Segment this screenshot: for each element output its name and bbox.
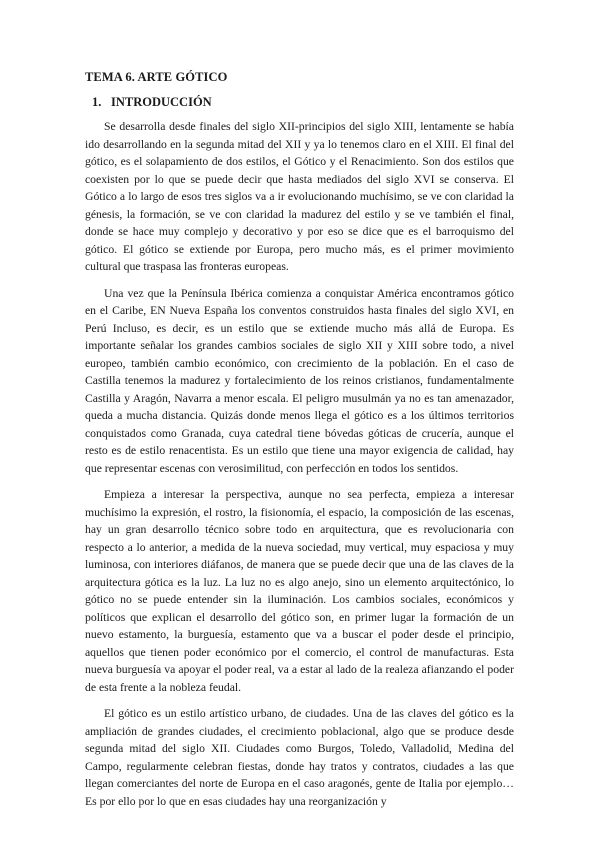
section-heading [85, 95, 514, 110]
document-title: TEMA 6. ARTE GÓTICO [85, 70, 228, 84]
paragraph: El gótico es un estilo artístico urbano, de ciudades. Una de las claves del gótico es la ampliación de grandes ciudades, el crecimiento poblacional, algo que se produce desde segunda mitad del siglo XII. Ciudades como Burgos, Toledo, Valladolid, Medina del Campo, regularmente celebran fiestas, donde hay tratos y contratos, ciudades a las que llegan comerciantes del norte de Europa en el caso aragonés, gente de Italia por ejemplo… Es por ello por lo que en esas ciudades hay una reorganización y [85, 707, 514, 808]
section-number: 1. [92, 95, 102, 109]
paragraph: Una vez que la Península Ibérica comienza a conquistar América encontramos gótico en el Caribe, EN Nueva España los conventos construidos hasta finales del siglo XVI, en Perú Incluso, es decir, es un estilo que se extiende mucho más allá de Europa. Es importante señalar los grandes cambios sociales de siglo XII y XIII sobre todo, a nivel europeo, también cambio económico, con crecimiento de la población. En el caso de Castilla tenemos la madurez y fortalecimiento de los reinos cristianos, fundamentalmente Castilla y Aragón, Navarra a menor escala. El peligro musulmán ya no es tan amenazador, queda a mucha distancia. Quizás donde menos llega el gótico es a los últimos territorios conquistados como Granada, cuya catedral tiene bóvedas góticas de crucería, aunque el resto es de estilo renacentista. Es un estilo que tiene una mayor exigencia de calidad, hay que representar escenas con verosimilitud, con perfección en todos los sentidos. [85, 286, 514, 475]
paragraph: Empieza a interesar la perspectiva, aunque no sea perfecta, empieza a interesar muchísimo la expresión, el rostro, la fisionomía, el espacio, la composición de las escenas, hay un gran desarrollo técnico sobre todo en arquitectura, que es revolucionaria con respecto a lo anterior, a medida de la nueva sociedad, muy vertical, muy espaciosa y muy luminosa, con interiores diáfanos, de manera que se puede decir que una de las claves de la arquitectura gótica es la luz. La luz no es algo anejo, sino un elemento arquitectónico, lo gótico no se puede entender sin la iluminación. Los cambios sociales, económicos y políticos que explican el desarrollo del gótico son, en primer lugar la formación de un nuevo estamento, la burguesía, estamento que va a buscar el poder desde el principio, aquellos que tienen poder económico por el comercio, el control de manufacturas. Esta nueva burguesía va apoyar el poder real, va a estar al lado de la realeza afianzando el poder de esta frente a la nobleza feudal. [85, 488, 514, 694]
section-title: INTRODUCCIÓN [111, 95, 212, 109]
paragraph: Se desarrolla desde finales del siglo XII-principios del siglo XIII, lentamente se había ido desarrollando en la segunda mitad del XII y ya lo tenemos claro en el XIII. El final del gótico, es el solapamiento de dos estilos, el Gótico y el Renacimiento. Son dos estilos que coexisten por lo que se puede decir que hasta mediados del siglo XVI se conserva. El Gótico a lo largo de esos tres siglos va a ir evolucionando muchísimo, se ve con claridad la génesis, la formación, se ve con claridad la madurez del estilo y se ve también el final, donde se hace muy complejo y decorativo y por eso se dice que es el barroquismo del gótico. El gótico se extiende por Europa, pero mucho más, es el primer movimiento cultural que traspasa las fronteras europeas. [85, 120, 514, 273]
document-page [85, 70, 514, 819]
